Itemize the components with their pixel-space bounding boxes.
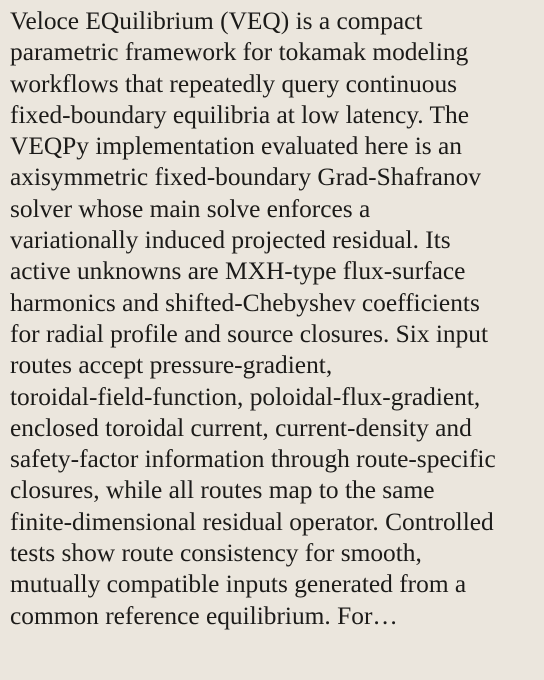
abstract-line: Veloce EQuilibrium (VEQ) is a compact — [10, 7, 423, 35]
abstract-line: mutually compatible inputs generated from a — [10, 570, 467, 599]
abstract-line: toroidal-field-function, poloidal-flux-gradient, — [10, 382, 481, 411]
abstract-line: common reference equilibrium. For… — [10, 601, 398, 630]
abstract-line: active unknowns are MXH-type flux-surface — [10, 257, 466, 286]
abstract-line: workflows that repeatedly query continuous — [10, 69, 458, 98]
abstract-line: axisymmetric fixed-boundary Grad-Shafranov — [10, 163, 481, 192]
abstract-line: finite-dimensional residual operator. Controlled — [10, 507, 494, 536]
abstract-line: tests show route consistency for smooth, — [10, 539, 422, 568]
abstract-line: for radial profile and source closures. Six input — [10, 319, 489, 348]
abstract-line: VEQPy implementation evaluated here is an — [10, 132, 462, 161]
abstract-line: harmonics and shifted-Chebyshev coefficients — [10, 288, 480, 317]
abstract-line: safety-factor information through route-specific — [10, 445, 496, 474]
abstract-paragraph — [10, 6, 534, 632]
abstract-line: fixed-boundary equilibria at low latency. The — [10, 100, 469, 129]
abstract-line: closures, while all routes map to the same — [10, 476, 435, 505]
abstract-line: parametric framework for tokamak modeling — [10, 38, 469, 67]
abstract-line: variationally induced projected residual. Its — [10, 226, 451, 255]
abstract-line: enclosed toroidal current, current-density and — [10, 413, 472, 442]
abstract-line: solver whose main solve enforces a — [10, 194, 371, 223]
abstract-line: routes accept pressure-gradient, — [10, 351, 333, 380]
